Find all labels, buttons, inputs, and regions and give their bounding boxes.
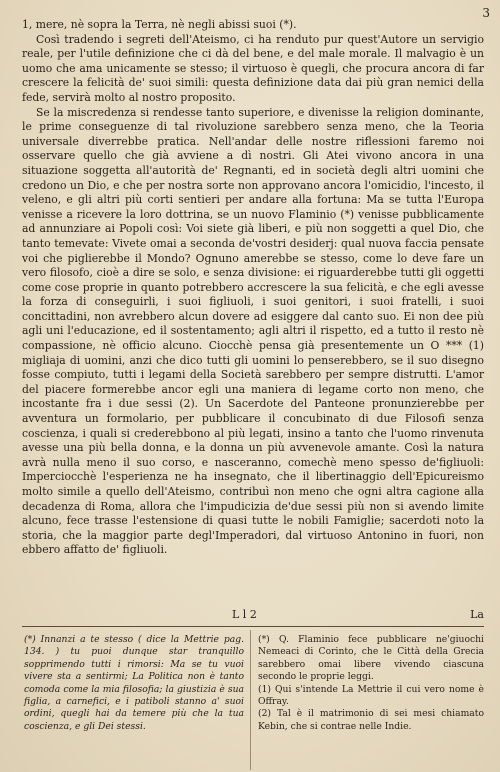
footnotes-right [258,634,484,733]
footnote-rule [22,626,484,627]
main-text [22,18,484,558]
paragraph-2: Così tradendo i segreti dell'Ateismo, ci ha renduto pur quest'Autore un servigio reale, per l'utile definizione che ci dà del bene, e del male morale. Il malvagio è un uomo che ama unicamente se stesso; il virtuoso è quegli, che procura ancora di far crescere la felicità de' suoi simili: questa definizione data dai più gran nemici della fede, servirà molto al nostro proposito. [22,32,484,104]
footnote-right-3: (2) Tal è il matrimonio di sei mesi chiamato Kebin, che si contrae nelle Indie. [258,708,484,732]
paragraph-3: Se la miscredenza si rendesse tanto superiore, e divenisse la religion dominante, le prime conseguenze di tal rivoluzione sarebbero senza meno, che la Teoria universale diverrebbe pratica. Nell'andar delle nostre riflessioni faremo noi osservare quello che già avviene a dì nostri. Gli Atei vivono ancora in una situazione soggetta all'autorità de' Regnanti, ed in società degli altri uomini che credono un Dio, e che per nostra sorte non approvano ancora l'omicidio, l'incesto, il veleno, e gli altri più corti sentieri per andare alla fortuna: Ma se tutta l'Europa venisse a ricevere la loro dottrina, se un nuovo Flaminio (*) venisse pubblicamente ad annunziare ai Popoli così: Voi siete già liberi, e più non soggetti a quel Dio, che tanto temevate: Vivete omai a seconda de'vostri desiderj: qual nuova faccia pensate voi che piglierebbe il Mondo? Ognuno amerebbe se stesso, come lo deve fare un vero filosofo, cioè a dire se solo, e senza divisione: ei riguarderebbe tutti gli oggetti come cose proprie in quanto potrebbero accrescere la sua felicità, e che egli avesse la forza di conseguirli, i suoi figliuoli, i suoi genitori, i suoi fratelli, i suoi concittadini, non avrebbero alcun dovere ad esiggere dal canto suo. Ei non dee più agli uni l'educazione, ed il sostentamento; agli altri il rispetto, ed a tutto il resto nè compassione, nè officio alcuno. Ciocchè pensa già presentemente un O *** (1) migliaja di uomini, anzi che dico tutti gli uomini lo penserebbero, se il suo disegno fosse compiuto, tutti i legami della Società sarebbero per sempre distrutti. L'amor del piacere formerebbe ancor egli una maniera di legame corto non meno, che incostante fra i due sessi (2). Un Sacerdote del Panteone pronunzierebbe per avventura un formolario, per pubblicare il concubinato di due Filosofi senza coscienza, i quali si crederebbono al più legati, insino a tanto che l'uomo rinvenuta avesse una più bella donna, e la donna un più avvenevole amante. Così la natura avrà nulla meno il suo corso, e nasceranno, comechè meno spesso de'figliuoli: Imperciocchè l'esperienza ne ha insegnato, che il libertinaggio dell'Epicureismo molto simile a quello dell'Ateismo, contribuì non meno che ogni altra cagione alla decadenza di Roma, allora che l'impudicizia de'due sessi più non si avendo limite alcuno, fece trasse l'estensione di quasi tutte le nobili Famiglie; sacerdoti noto la storia, che la maggior parte degl'Imperadori, dal virtuoso Antonino in fuori, non ebbero affatto de' figliuoli. [22,105,484,557]
footnote-divider [250,630,251,770]
paragraph-1: 1, mere, nè sopra la Terra, nè negli abissi suoi (*). [22,18,297,31]
catchword: La [470,608,484,621]
footnotes-left [24,634,244,733]
footnote-right-1: (*) Q. Flaminio fece pubblicare ne'giuochi Nemeaci di Corinto, che le Città della Grecia sarebbero omai libere vivendo ciascuna secondo le proprie leggi. [258,634,484,683]
footnote-right-2: (1) Qui s'intende La Mettrie il cui vero nome è Offray. [258,683,484,708]
signature-mark: L l 2 [232,608,257,621]
footnote-left-1: (*) Innanzi a te stesso ( dice la Mettrie pag. 134. ) tu puoi dunque star tranquillo sopprimendo tutti i rimorsi: Ma se tu vuoi vivere sta a sentirmi; La Politica non è tanto comoda come la mia filosofia; la giustizia è sua figlia, a carnefici, e i patiboli stanno a' suoi ordini, quegli hai da temere più che la tua coscienza, e gli Dei stessi. [24,634,244,732]
page-number: 3 [482,6,490,20]
